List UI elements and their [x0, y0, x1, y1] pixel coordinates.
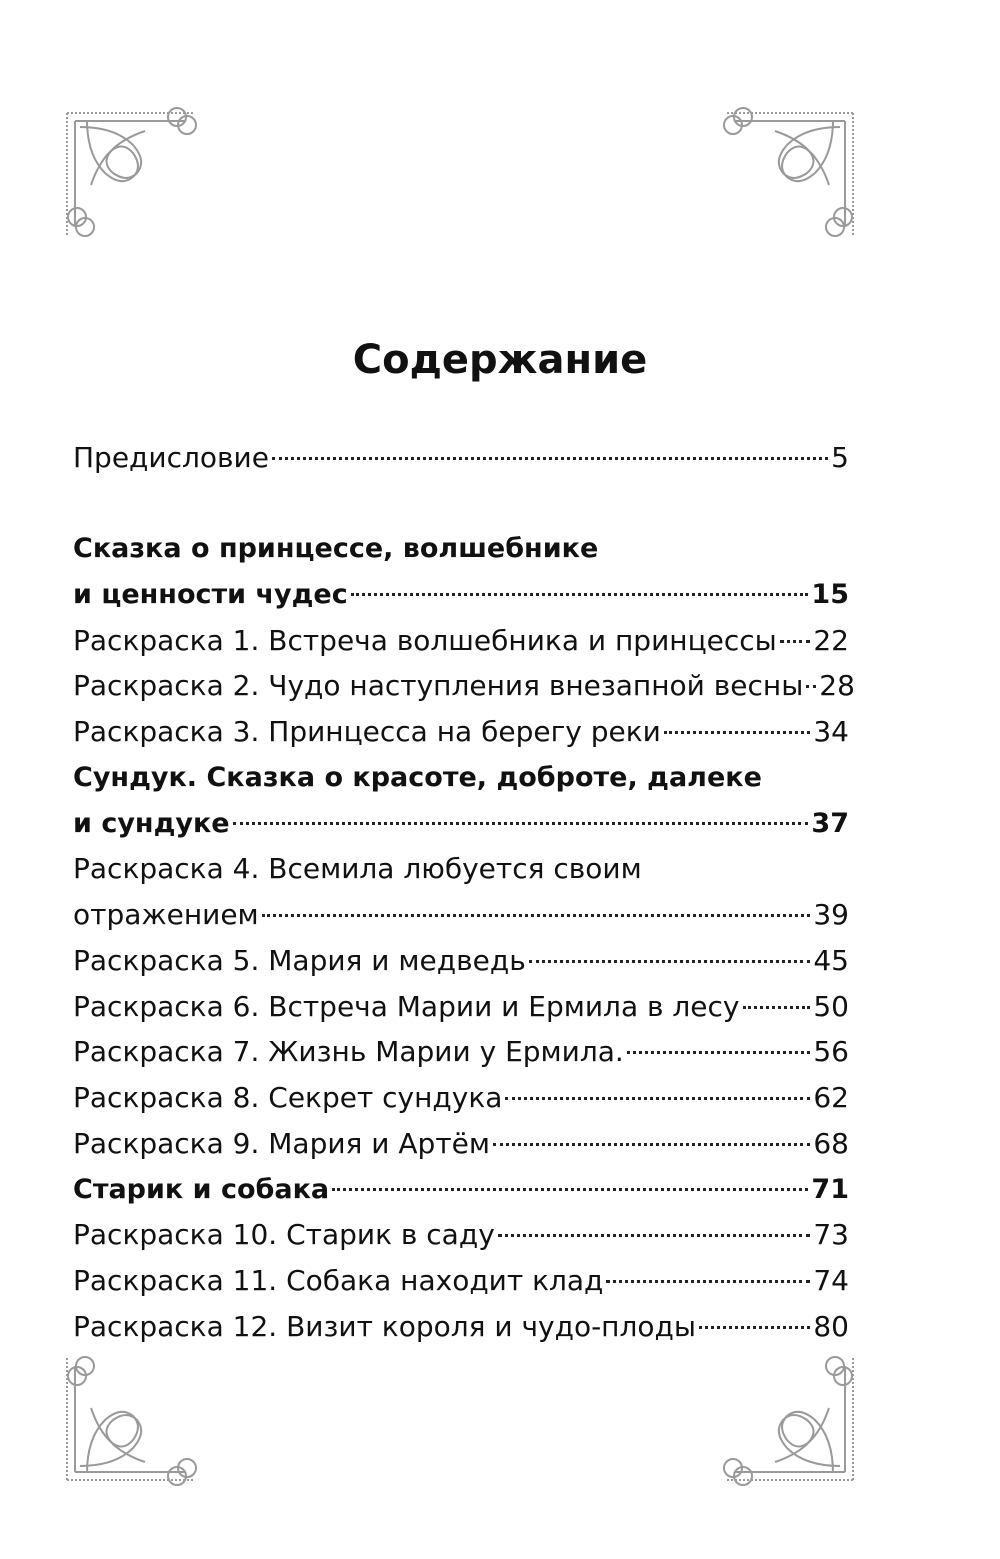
toc-entry-title: Сказка о принцессе, волшебнике	[73, 533, 599, 564]
toc-entry-page-number: 62	[813, 1081, 849, 1114]
toc-entry	[73, 1167, 849, 1213]
toc-entry-page-number: 80	[813, 1310, 849, 1343]
toc-entry-page-number: 37	[811, 808, 849, 839]
toc-entry-title: Раскраска 2. Чудо наступления внезапной весны	[73, 669, 804, 702]
toc-entry-title: Раскраска 1. Встреча волшебника и принцессы	[73, 624, 777, 657]
toc-entry	[73, 663, 855, 709]
toc-dot-leader	[262, 914, 811, 917]
toc-entry-page-number: 22	[813, 624, 849, 657]
toc-dot-leader	[627, 1051, 811, 1054]
toc-entry-title: Раскраска 9. Мария и Артём	[73, 1127, 490, 1160]
toc-entry-title: Раскраска 7. Жизнь Марии у Ермила.	[73, 1035, 624, 1068]
toc-entry	[73, 1258, 849, 1304]
toc-dot-leader	[743, 1006, 811, 1009]
toc-entry-title: Предисловие	[73, 441, 269, 474]
toc-entry-title: и сундуке	[73, 808, 230, 839]
toc-entry-title: отражением	[73, 898, 259, 931]
toc-entry-title: Раскраска 10. Старик в саду	[73, 1218, 495, 1251]
toc-dot-leader	[699, 1326, 810, 1329]
toc-dot-leader	[351, 593, 809, 596]
toc-entry	[73, 846, 849, 892]
toc-entry-page-number: 45	[813, 944, 849, 977]
toc-dot-leader	[606, 1280, 810, 1283]
toc-entry-title: Раскраска 8. Секрет сундука	[73, 1081, 503, 1114]
celtic-knot-icon	[715, 95, 865, 245]
corner-ornament-top-right	[715, 95, 865, 245]
toc-dot-leader	[780, 640, 811, 643]
toc-entry	[73, 1212, 849, 1258]
corner-ornament-bottom-right	[715, 1348, 865, 1498]
toc-entry-page-number: 15	[811, 579, 849, 610]
toc-entry	[73, 1304, 849, 1350]
corner-ornament-top-left	[55, 95, 205, 245]
toc-entry	[73, 1075, 849, 1121]
celtic-knot-icon	[55, 95, 205, 245]
toc-entry-page-number: 56	[813, 1035, 849, 1068]
toc-entry	[73, 572, 849, 618]
toc-entry-title: Раскраска 3. Принцесса на берегу реки	[73, 715, 661, 748]
toc-entry-page-number: 34	[813, 715, 849, 748]
toc-entry-page-number: 74	[813, 1264, 849, 1297]
toc-dot-leader	[272, 457, 828, 460]
toc-entry-title: Сундук. Сказка о красоте, доброте, далеке	[73, 762, 762, 793]
toc-entry-page-number: 68	[813, 1127, 849, 1160]
toc-entry-page-number: 50	[813, 990, 849, 1023]
toc-entry-title: и ценности чудес	[73, 579, 348, 610]
toc-entry	[73, 801, 849, 847]
celtic-knot-icon	[715, 1348, 865, 1498]
toc-dot-leader	[498, 1234, 811, 1237]
toc-entry	[73, 435, 849, 481]
toc-entry	[73, 984, 849, 1030]
toc-entry	[73, 938, 849, 984]
page-title: Содержание	[352, 337, 648, 383]
toc-entry-title: Старик и собака	[73, 1174, 330, 1205]
corner-ornament-bottom-left	[55, 1348, 205, 1498]
toc-entry-title: Раскраска 5. Мария и медведь	[73, 944, 526, 977]
toc-entry-title: Раскраска 11. Собака находит клад	[73, 1264, 604, 1297]
toc-entry	[73, 709, 849, 755]
toc-entry-page-number: 5	[831, 441, 849, 474]
toc-entry-page-number: 28	[819, 669, 855, 702]
toc-entry	[73, 892, 849, 938]
toc-dot-leader	[332, 1188, 808, 1191]
toc-dot-leader	[233, 822, 809, 825]
toc-entry-title: Раскраска 4. Всемила любуется своим	[73, 852, 642, 885]
toc-entry	[73, 526, 849, 572]
toc-entry-title: Раскраска 6. Встреча Марии и Ермила в лесу	[73, 990, 740, 1023]
toc-dot-leader	[806, 685, 816, 688]
toc-entry-page-number: 71	[811, 1174, 849, 1205]
toc-dot-leader	[505, 1097, 810, 1100]
toc-entry	[73, 1121, 849, 1167]
celtic-knot-icon	[55, 1348, 205, 1498]
toc-entry-title: Раскраска 12. Визит короля и чудо-плоды	[73, 1310, 696, 1343]
toc-dot-leader	[664, 731, 810, 734]
toc-entry	[73, 1029, 849, 1075]
toc-dot-leader	[529, 960, 811, 963]
toc-entry-page-number: 73	[813, 1218, 849, 1251]
toc-entry-page-number: 39	[813, 898, 849, 931]
toc-dot-leader	[493, 1143, 810, 1146]
toc-entry	[73, 755, 849, 801]
toc-entry	[73, 618, 849, 664]
